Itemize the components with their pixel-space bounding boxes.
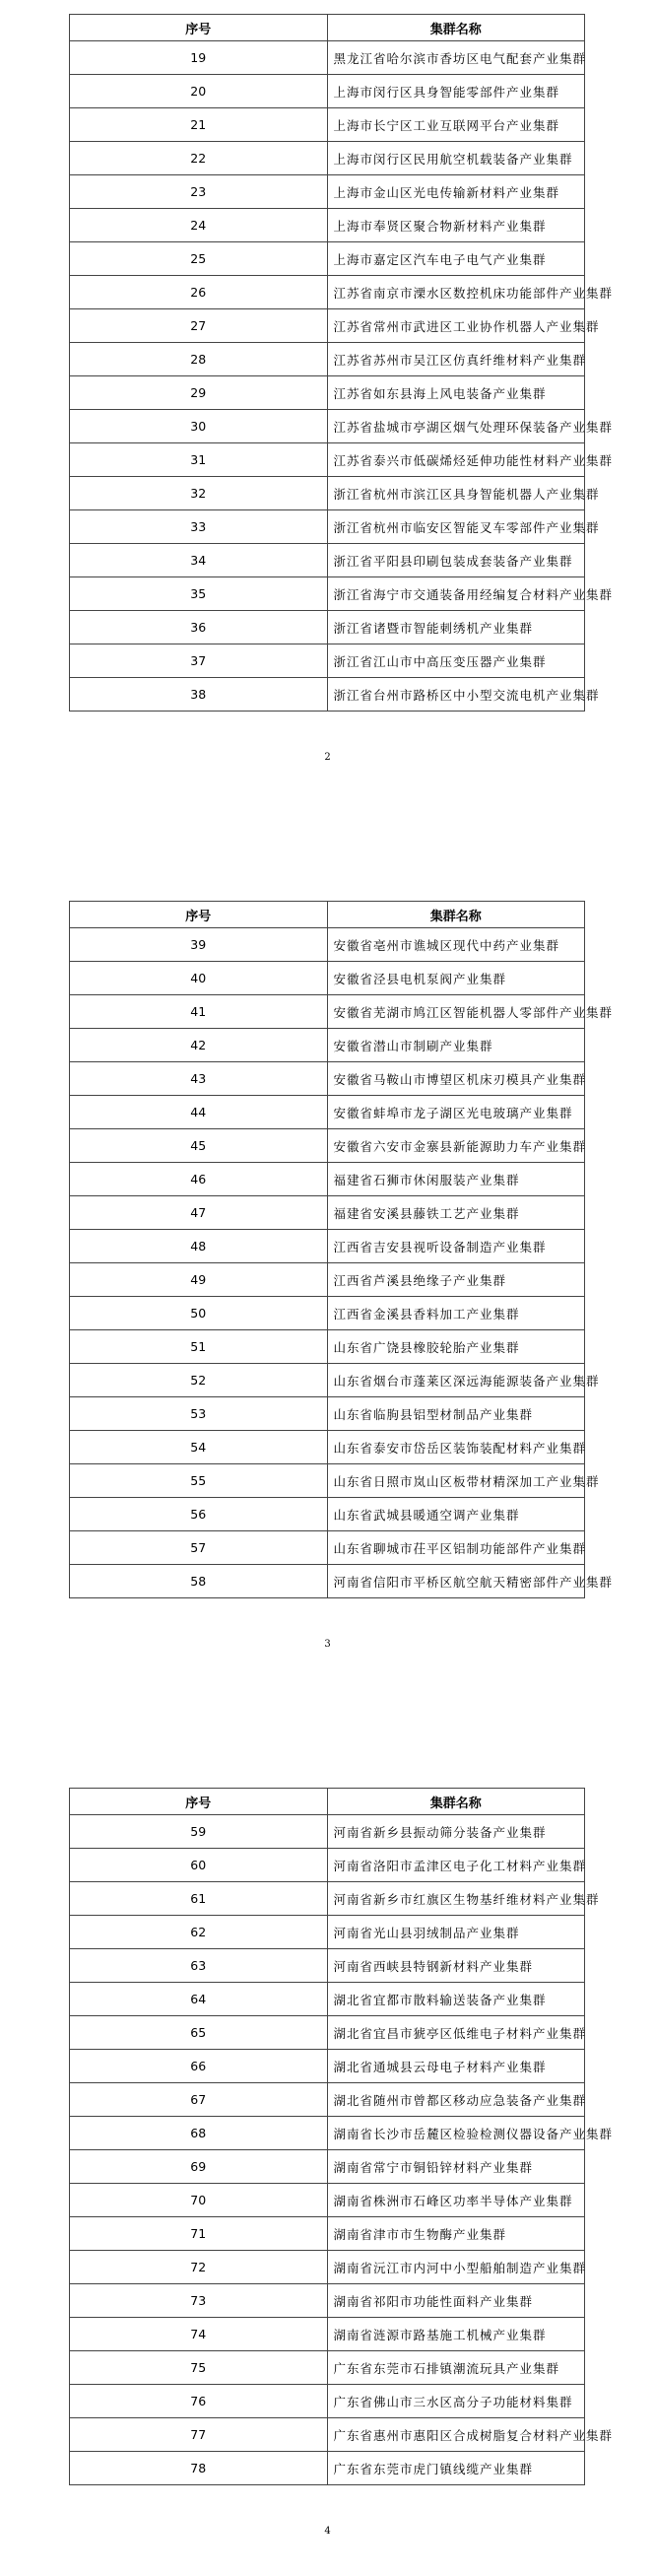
row-number: 19 [70, 41, 328, 75]
table-row [70, 644, 585, 678]
cluster-name: 广东省佛山市三水区高分子功能材料集群 [327, 2385, 585, 2418]
table-body [70, 1815, 614, 2485]
row-number: 55 [70, 1464, 328, 1498]
cluster-name: 湖南省株洲市石峰区功率半导体产业集群 [327, 2184, 585, 2217]
table-row [70, 2150, 585, 2184]
column-header-number: 序号 [70, 15, 328, 41]
cluster-name: 江苏省如东县海上风电装备产业集群 [327, 376, 585, 410]
table-row [70, 2452, 585, 2485]
cluster-name: 湖南省津市市生物酶产业集群 [327, 2217, 585, 2251]
row-number: 49 [70, 1263, 328, 1297]
cluster-name: 江苏省南京市溧水区数控机床功能部件产业集群 [327, 276, 585, 309]
row-number: 35 [70, 577, 328, 611]
cluster-name: 上海市奉贤区聚合物新材料产业集群 [327, 209, 585, 242]
row-number: 26 [70, 276, 328, 309]
row-number: 75 [70, 2351, 328, 2385]
table-row [70, 544, 585, 577]
table-row [70, 962, 585, 995]
row-number: 46 [70, 1163, 328, 1196]
table-row [70, 2418, 585, 2452]
row-number: 53 [70, 1397, 328, 1431]
table-row [70, 477, 585, 510]
row-number: 64 [70, 1983, 328, 2016]
row-number: 37 [70, 644, 328, 678]
row-number: 78 [70, 2452, 328, 2485]
row-number: 61 [70, 1882, 328, 1916]
table-row [70, 1565, 585, 1598]
cluster-name: 河南省新乡县振动筛分装备产业集群 [327, 1815, 585, 1849]
table-row [70, 510, 585, 544]
row-number: 23 [70, 175, 328, 209]
table-row [70, 1263, 585, 1297]
table-body [70, 928, 614, 1598]
table-row [70, 1096, 585, 1129]
table-row [70, 410, 585, 443]
row-number: 77 [70, 2418, 328, 2452]
table-row [70, 928, 585, 962]
cluster-name: 湖南省常宁市铜铅锌材料产业集群 [327, 2150, 585, 2184]
page-number: 4 [324, 2526, 331, 2537]
table-row [70, 1330, 585, 1364]
table-row [70, 1882, 585, 1916]
cluster-table [69, 14, 614, 712]
row-number: 25 [70, 242, 328, 276]
table-header-row [70, 15, 585, 41]
row-number: 34 [70, 544, 328, 577]
cluster-name: 江西省吉安县视听设备制造产业集群 [327, 1230, 585, 1263]
row-number: 69 [70, 2150, 328, 2184]
table-row [70, 2385, 585, 2418]
cluster-name: 黑龙江省哈尔滨市香坊区电气配套产业集群 [327, 41, 585, 75]
row-number: 59 [70, 1815, 328, 1849]
cluster-name: 湖南省涟源市路基施工机械产业集群 [327, 2318, 585, 2351]
column-header-number: 序号 [70, 1789, 328, 1815]
row-number: 71 [70, 2217, 328, 2251]
column-header-name: 集群名称 [327, 15, 585, 41]
table-row [70, 1464, 585, 1498]
table-row [70, 2318, 585, 2351]
row-number: 60 [70, 1849, 328, 1882]
cluster-name: 江苏省泰兴市低碳烯烃延伸功能性材料产业集群 [327, 443, 585, 477]
cluster-name: 安徽省六安市金寨县新能源助力车产业集群 [327, 1129, 585, 1163]
table-row [70, 1163, 585, 1196]
row-number: 31 [70, 443, 328, 477]
table-row [70, 2184, 585, 2217]
row-number: 65 [70, 2016, 328, 2050]
row-number: 50 [70, 1297, 328, 1330]
page-number: 2 [324, 752, 331, 763]
table-row [70, 276, 585, 309]
row-number: 21 [70, 108, 328, 142]
table-header-row [70, 902, 585, 928]
row-number: 63 [70, 1949, 328, 1983]
table-row [70, 2117, 585, 2150]
cluster-name: 河南省光山县羽绒制品产业集群 [327, 1916, 585, 1949]
cluster-name: 上海市闵行区具身智能零部件产业集群 [327, 75, 585, 108]
table-row [70, 1916, 585, 1949]
table-row [70, 309, 585, 343]
cluster-name: 福建省安溪县藤铁工艺产业集群 [327, 1196, 585, 1230]
cluster-name: 安徽省亳州市谯城区现代中药产业集群 [327, 928, 585, 962]
row-number: 43 [70, 1062, 328, 1096]
table-row [70, 1983, 585, 2016]
table-row [70, 142, 585, 175]
cluster-name: 河南省洛阳市孟津区电子化工材料产业集群 [327, 1849, 585, 1882]
cluster-name: 上海市闵行区民用航空机载装备产业集群 [327, 142, 585, 175]
page-number: 3 [324, 1639, 331, 1650]
cluster-name: 浙江省江山市中高压变压器产业集群 [327, 644, 585, 678]
cluster-name: 湖北省通城县云母电子材料产业集群 [327, 2050, 585, 2083]
table-row [70, 1029, 585, 1062]
table-row [70, 678, 585, 712]
table-row [70, 2016, 585, 2050]
row-number: 30 [70, 410, 328, 443]
cluster-name: 湖北省宜昌市猇亭区低维电子材料产业集群 [327, 2016, 585, 2050]
table-row [70, 343, 585, 376]
cluster-name: 上海市长宁区工业互联网平台产业集群 [327, 108, 585, 142]
cluster-name: 山东省临朐县铝型材制品产业集群 [327, 1397, 585, 1431]
row-number: 74 [70, 2318, 328, 2351]
table-row [70, 1498, 585, 1531]
row-number: 72 [70, 2251, 328, 2284]
row-number: 58 [70, 1565, 328, 1598]
cluster-name: 山东省广饶县橡胶轮胎产业集群 [327, 1330, 585, 1364]
row-number: 20 [70, 75, 328, 108]
cluster-name: 江苏省常州市武进区工业协作机器人产业集群 [327, 309, 585, 343]
row-number: 67 [70, 2083, 328, 2117]
row-number: 52 [70, 1364, 328, 1397]
table-row [70, 2083, 585, 2117]
table-row [70, 1397, 585, 1431]
table-row [70, 1297, 585, 1330]
table-row [70, 2050, 585, 2083]
table-body [70, 41, 614, 712]
table-row [70, 1230, 585, 1263]
cluster-name: 浙江省诸暨市智能刺绣机产业集群 [327, 611, 585, 644]
row-number: 68 [70, 2117, 328, 2150]
row-number: 24 [70, 209, 328, 242]
table-row [70, 443, 585, 477]
table-row [70, 1815, 585, 1849]
table-row [70, 376, 585, 410]
cluster-name: 安徽省芜湖市鸠江区智能机器人零部件产业集群 [327, 995, 585, 1029]
table-row [70, 2251, 585, 2284]
row-number: 73 [70, 2284, 328, 2318]
table-row [70, 577, 585, 611]
row-number: 42 [70, 1029, 328, 1062]
table-row [70, 1531, 585, 1565]
row-number: 45 [70, 1129, 328, 1163]
column-header-number: 序号 [70, 902, 328, 928]
table-row [70, 175, 585, 209]
table-row [70, 2284, 585, 2318]
table-header-row [70, 1789, 585, 1815]
row-number: 51 [70, 1330, 328, 1364]
row-number: 28 [70, 343, 328, 376]
cluster-name: 广东省惠州市惠阳区合成树脂复合材料产业集群 [327, 2418, 585, 2452]
cluster-name: 山东省聊城市茌平区铝制功能部件产业集群 [327, 1531, 585, 1565]
table-row [70, 75, 585, 108]
cluster-name: 安徽省蚌埠市龙子湖区光电玻璃产业集群 [327, 1096, 585, 1129]
cluster-name: 江西省芦溪县绝缘子产业集群 [327, 1263, 585, 1297]
cluster-name: 湖南省沅江市内河中小型船舶制造产业集群 [327, 2251, 585, 2284]
row-number: 56 [70, 1498, 328, 1531]
row-number: 57 [70, 1531, 328, 1565]
row-number: 22 [70, 142, 328, 175]
cluster-name: 湖南省长沙市岳麓区检验检测仪器设备产业集群 [327, 2117, 585, 2150]
cluster-name: 河南省新乡市红旗区生物基纤维材料产业集群 [327, 1882, 585, 1916]
table-row [70, 611, 585, 644]
column-header-name: 集群名称 [327, 1789, 585, 1815]
cluster-name: 上海市嘉定区汽车电子电气产业集群 [327, 242, 585, 276]
table-row [70, 1129, 585, 1163]
row-number: 36 [70, 611, 328, 644]
table-row [70, 1062, 585, 1096]
table-row [70, 209, 585, 242]
row-number: 66 [70, 2050, 328, 2083]
cluster-name: 山东省烟台市蓬莱区深远海能源装备产业集群 [327, 1364, 585, 1397]
cluster-name: 山东省武城县暖通空调产业集群 [327, 1498, 585, 1531]
table-row [70, 1196, 585, 1230]
row-number: 33 [70, 510, 328, 544]
cluster-name: 浙江省杭州市滨江区具身智能机器人产业集群 [327, 477, 585, 510]
row-number: 48 [70, 1230, 328, 1263]
cluster-name: 江西省金溪县香料加工产业集群 [327, 1297, 585, 1330]
table-row [70, 2217, 585, 2251]
cluster-name: 浙江省台州市路桥区中小型交流电机产业集群 [327, 678, 585, 712]
table-row [70, 108, 585, 142]
row-number: 41 [70, 995, 328, 1029]
row-number: 54 [70, 1431, 328, 1464]
cluster-name: 浙江省平阳县印刷包装成套装备产业集群 [327, 544, 585, 577]
cluster-name: 湖北省宜都市散料输送装备产业集群 [327, 1983, 585, 2016]
row-number: 38 [70, 678, 328, 712]
row-number: 44 [70, 1096, 328, 1129]
cluster-table [69, 1788, 614, 2485]
cluster-name: 安徽省马鞍山市博望区机床刃模具产业集群 [327, 1062, 585, 1096]
cluster-name: 浙江省海宁市交通装备用经编复合材料产业集群 [327, 577, 585, 611]
table-row [70, 2351, 585, 2385]
cluster-name: 江苏省苏州市吴江区仿真纤维材料产业集群 [327, 343, 585, 376]
cluster-name: 湖北省随州市曾都区移动应急装备产业集群 [327, 2083, 585, 2117]
cluster-name: 安徽省潜山市制刷产业集群 [327, 1029, 585, 1062]
table-row [70, 41, 585, 75]
cluster-name: 广东省东莞市虎门镇线缆产业集群 [327, 2452, 585, 2485]
cluster-name: 广东省东莞市石排镇潮流玩具产业集群 [327, 2351, 585, 2385]
row-number: 27 [70, 309, 328, 343]
cluster-name: 湖南省祁阳市功能性面料产业集群 [327, 2284, 585, 2318]
cluster-name: 浙江省杭州市临安区智能叉车零部件产业集群 [327, 510, 585, 544]
table-row [70, 1949, 585, 1983]
table-row [70, 1364, 585, 1397]
cluster-name: 山东省日照市岚山区板带材精深加工产业集群 [327, 1464, 585, 1498]
table-row [70, 1431, 585, 1464]
row-number: 76 [70, 2385, 328, 2418]
cluster-name: 河南省信阳市平桥区航空航天精密部件产业集群 [327, 1565, 585, 1598]
cluster-name: 安徽省泾县电机泵阀产业集群 [327, 962, 585, 995]
row-number: 29 [70, 376, 328, 410]
table-row [70, 1849, 585, 1882]
column-header-name: 集群名称 [327, 902, 585, 928]
row-number: 62 [70, 1916, 328, 1949]
table-row [70, 242, 585, 276]
cluster-name: 福建省石狮市休闲服装产业集群 [327, 1163, 585, 1196]
cluster-name: 山东省泰安市岱岳区装饰装配材料产业集群 [327, 1431, 585, 1464]
cluster-table [69, 901, 614, 1598]
cluster-name: 河南省西峡县特钢新材料产业集群 [327, 1949, 585, 1983]
row-number: 47 [70, 1196, 328, 1230]
row-number: 70 [70, 2184, 328, 2217]
cluster-name: 江苏省盐城市亭湖区烟气处理环保装备产业集群 [327, 410, 585, 443]
row-number: 40 [70, 962, 328, 995]
table-row [70, 995, 585, 1029]
row-number: 39 [70, 928, 328, 962]
row-number: 32 [70, 477, 328, 510]
cluster-name: 上海市金山区光电传输新材料产业集群 [327, 175, 585, 209]
